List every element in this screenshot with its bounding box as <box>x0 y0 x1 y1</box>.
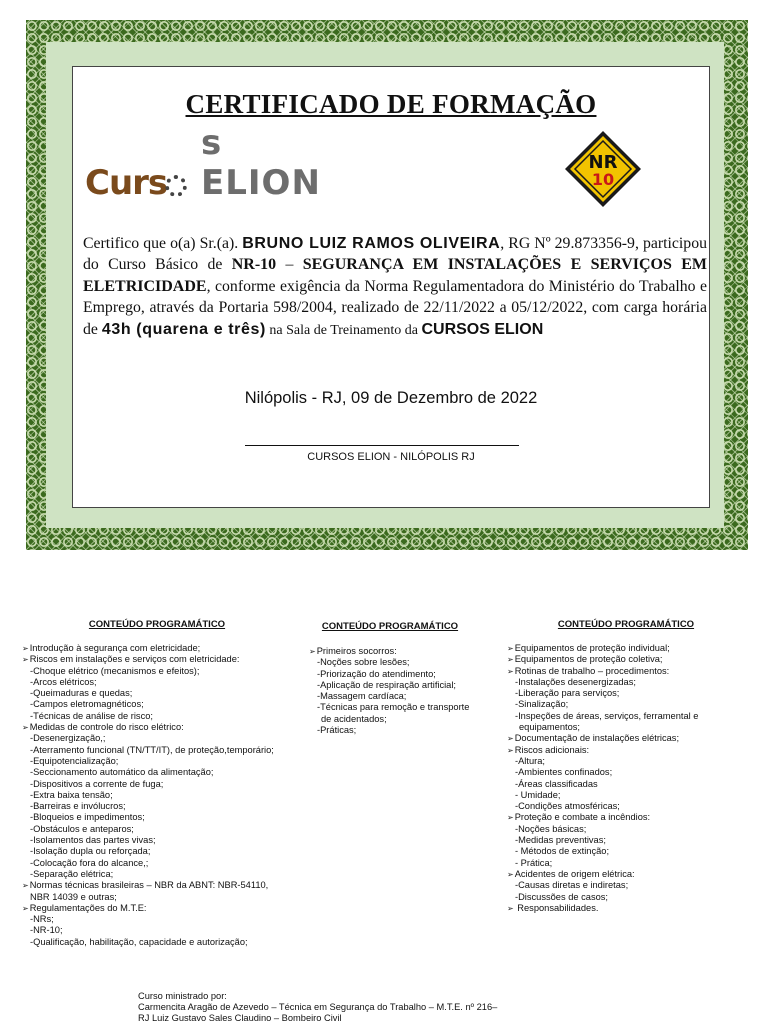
programme-item: -Discussões de casos; <box>515 891 609 902</box>
signer-name: CURSOS ELION - NILÓPOLIS RJ <box>307 451 475 463</box>
programme-item: -Noções sobre lesões; <box>317 657 410 668</box>
certificate-title: CERTIFICADO DE FORMAÇÃO <box>185 89 597 119</box>
course-name: SEGURANÇA EM INSTALAÇÕES E SERVIÇOS EM ELETRICIDADE <box>83 256 708 295</box>
programme-item: -Colocação fora do alcance,; <box>30 857 149 868</box>
programme-item: -Práticas; <box>317 725 357 736</box>
certificate-body <box>83 233 707 341</box>
programme-item: ➢ Equipamentos de proteção coletiva; <box>507 654 698 665</box>
programme-item: -Noções básicas; <box>515 823 587 834</box>
programme-item: -NR-10; <box>30 925 63 936</box>
programme-item: -Equipotencialização; <box>30 755 119 766</box>
programme-item: -Queimaduras e quedas; <box>30 688 133 699</box>
programme-title-2: CONTEÚDO PROGRAMÁTICO <box>321 621 459 632</box>
programme-item: ➢ Riscos em instalações e serviços com eletricidade: <box>22 654 274 665</box>
programme-item: - Prática; <box>515 857 553 868</box>
programme-item: -NRs; <box>30 914 54 925</box>
programme-item: -Isolamentos das partes vivas; <box>30 835 156 846</box>
footer-line: RJ Luiz Gustavo Sales Claudino – Bombeiro Civil <box>138 1013 342 1023</box>
programme-item: -Bloqueios e impedimentos; <box>30 812 145 823</box>
badge-nr-text: NR <box>588 152 618 173</box>
programme-item: -Extra baixa tensão; <box>30 789 113 800</box>
cursos-elion-logo <box>85 123 325 207</box>
logo-text-elion: s ELION <box>201 123 321 203</box>
programme-item: -Áreas classificadas <box>515 778 598 789</box>
programme-item: ➢ Equipamentos de proteção individual; <box>507 643 698 654</box>
programme-item: -Barreiras e invólucros; <box>30 801 126 812</box>
programme-title-1: CONTEÚDO PROGRAMÁTICO <box>88 619 226 630</box>
programme-item: -Medidas preventivas; <box>515 835 606 846</box>
logo-text-cursos: Curs <box>85 163 168 203</box>
programme-item: -Sinalização; <box>515 699 569 710</box>
programme-item: -Técnicas de análise de risco; <box>30 710 153 721</box>
body-text-3: – <box>276 256 303 274</box>
programme-item: ➢ Regulamentações do M.T.E: <box>22 903 274 914</box>
programme-item: NBR 14039 e outras; <box>30 891 117 902</box>
body-text-5: na Sala de Treinamento da <box>265 322 422 338</box>
course-hours: 43h (quarena e três) <box>101 320 266 338</box>
programme-item: -Campos eletromagnéticos; <box>30 699 144 710</box>
school-name: CURSOS ELION <box>421 320 544 338</box>
nr10-badge <box>563 129 643 209</box>
programme-item: -Inspeções de áreas, serviços, ferramental e <box>515 710 699 721</box>
programme-item: -Liberação para serviços; <box>515 688 620 699</box>
programme-item: -Obstáculos e anteparos; <box>30 823 134 834</box>
programme-column-1 <box>22 643 274 948</box>
programme-item: ➢ Proteção e combate a incêndios: <box>507 812 698 823</box>
programme-item: ➢ Normas técnicas brasileiras – NBR da ABNT: NBR-54110, <box>22 880 274 891</box>
programme-column-2 <box>309 646 469 736</box>
programme-item: ➢ Responsabilidades. <box>507 903 698 914</box>
programme-item: de acidentados; <box>321 713 387 724</box>
programme-item: -Aplicação de respiração artificial; <box>317 679 456 690</box>
programme-item: -Massagem cardíaca; <box>317 691 407 702</box>
programme-title-3: CONTEÚDO PROGRAMÁTICO <box>557 619 695 630</box>
programme-item: -Causas diretas e indiretas; <box>515 880 629 891</box>
programme-item: -Priorização do atendimento; <box>317 668 436 679</box>
footer-line: Curso ministrado por: <box>138 991 227 1001</box>
programme-item: ➢ Rotinas de trabalho – procedimentos: <box>507 666 698 677</box>
badge-10-text: 10 <box>591 170 615 189</box>
programme-item: -Separação elétrica; <box>30 868 114 879</box>
programme-item: -Dispositivos a corrente de fuga; <box>30 778 164 789</box>
issue-date: Nilópolis - RJ, 09 de Dezembro de 2022 <box>244 389 538 407</box>
instructors-footer <box>138 991 497 1024</box>
programme-item: -Aterramento funcional (TN/TT/IT), de proteção,temporário; <box>30 744 274 755</box>
programme-item: -Arcos elétricos; <box>30 676 97 687</box>
footer-line: Carmencita Aragão de Azevedo – Técnica em Segurança do Trabalho – M.T.E. nº 216– <box>138 1002 498 1012</box>
programme-item: ➢ Introdução à segurança com eletricidade; <box>22 643 274 654</box>
programme-item: -Altura; <box>515 755 545 766</box>
programme-item: -Ambientes confinados; <box>515 767 613 778</box>
programme-item: - Umidade; <box>515 789 561 800</box>
programme-item: ➢ Medidas de controle do risco elétrico: <box>22 722 274 733</box>
programme-item: ➢ Primeiros socorros: <box>309 646 469 657</box>
student-name: BRUNO LUIZ RAMOS OLIVEIRA <box>242 235 501 252</box>
programme-item: -Desenergização,; <box>30 733 106 744</box>
programme-item: -Instalações desenergizadas; <box>515 676 636 687</box>
programme-item: equipamentos; <box>519 722 580 733</box>
body-text-2: , RG Nº 29.873356-9, participou do Curso Básico de <box>83 235 707 274</box>
programme-item: -Seccionamento automático da alimentação; <box>30 767 214 778</box>
body-text-1: Certifico que o(a) Sr.(a). <box>83 235 243 252</box>
programme-item: -Choque elétrico (mecanismos e efeitos); <box>30 665 200 676</box>
programme-item: ➢ Documentação de instalações elétricas; <box>507 733 698 744</box>
signature-line <box>245 445 519 446</box>
programme-item: - Métodos de extinção; <box>515 846 610 857</box>
programme-item: ➢ Acidentes de origem elétrica: <box>507 869 698 880</box>
body-text-4: , conforme exigência da Norma Regulamentadora do Ministério do Trabalho e Emprego, através da Portaria 598/2004, realizado de 22/11/2022 a 05/12/2022, com carga horária de <box>83 277 707 338</box>
programme-item: ➢ Riscos adicionais: <box>507 745 698 756</box>
programme-item: -Técnicas para remoção e transporte <box>317 702 470 713</box>
programme-column-3 <box>507 643 698 914</box>
gear-icon <box>165 175 187 197</box>
certificate-panel <box>72 66 710 508</box>
programme-item: -Isolação dupla ou reforçada; <box>30 846 151 857</box>
programme-item: -Condições atmosféricas; <box>515 801 620 812</box>
course-code: NR-10 <box>231 256 277 274</box>
programme-item: -Qualificação, habilitação, capacidade e autorização; <box>30 936 248 947</box>
